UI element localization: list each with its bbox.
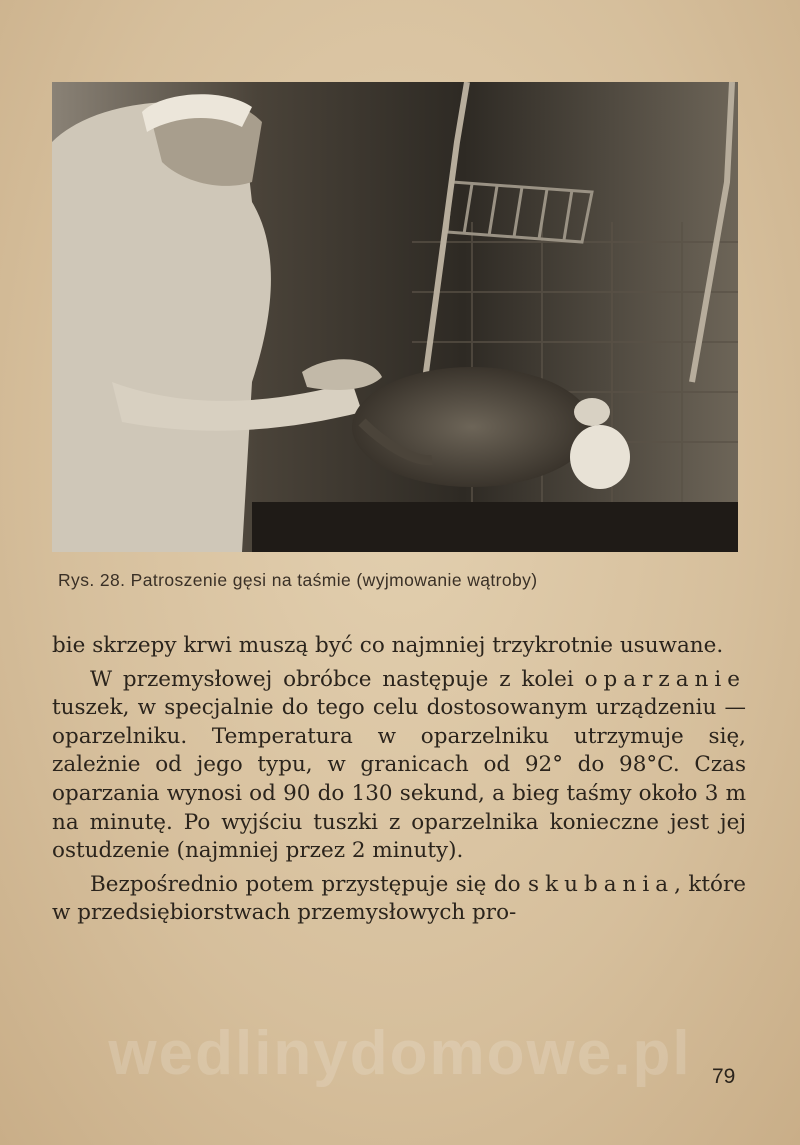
photo-illustration <box>52 82 738 552</box>
emphasized-term-skubania: skubania <box>528 871 675 897</box>
figure-caption: Rys. 28. Patroszenie gęsi na taśmie (wyjmowanie wątroby) <box>58 570 538 590</box>
paragraph-plucking <box>52 871 746 928</box>
text-span: , które w przedsiębiorstwach przemysłowych pro- <box>52 871 746 926</box>
photo-goose-evisceration <box>52 82 738 552</box>
body-text <box>52 632 746 928</box>
text-span: Bezpośrednio potem przystępuje się do <box>90 871 529 897</box>
paragraph-scalding <box>52 666 746 866</box>
watermark: wedlinydomowe.pl <box>108 1019 692 1088</box>
page-number: 79 <box>712 1065 736 1088</box>
text-span: bie skrzepy krwi muszą być co najmniej trzykrotnie usuwane. <box>52 633 724 658</box>
emphasized-term-oparzanie: oparzanie <box>584 666 746 692</box>
text-span: tuszek, w specjalnie do tego celu dostosowanym urządzeniu — oparzelniku. Temperatura w oparzelniku utrzymuje się, zależnie od jego typu, w granicach od 92° do 98°C. Czas oparzania wynosi od 90 do 130 sekund, a bieg taśmy około 3 m na minutę. Po wyjściu tuszki z oparzelnika konieczne jest jej ostudzenie (najmniej przez 2 minuty). <box>52 695 746 864</box>
paragraph-continuation <box>52 632 746 661</box>
text-span: W przemysłowej obróbce następuje z kolei <box>90 666 585 692</box>
